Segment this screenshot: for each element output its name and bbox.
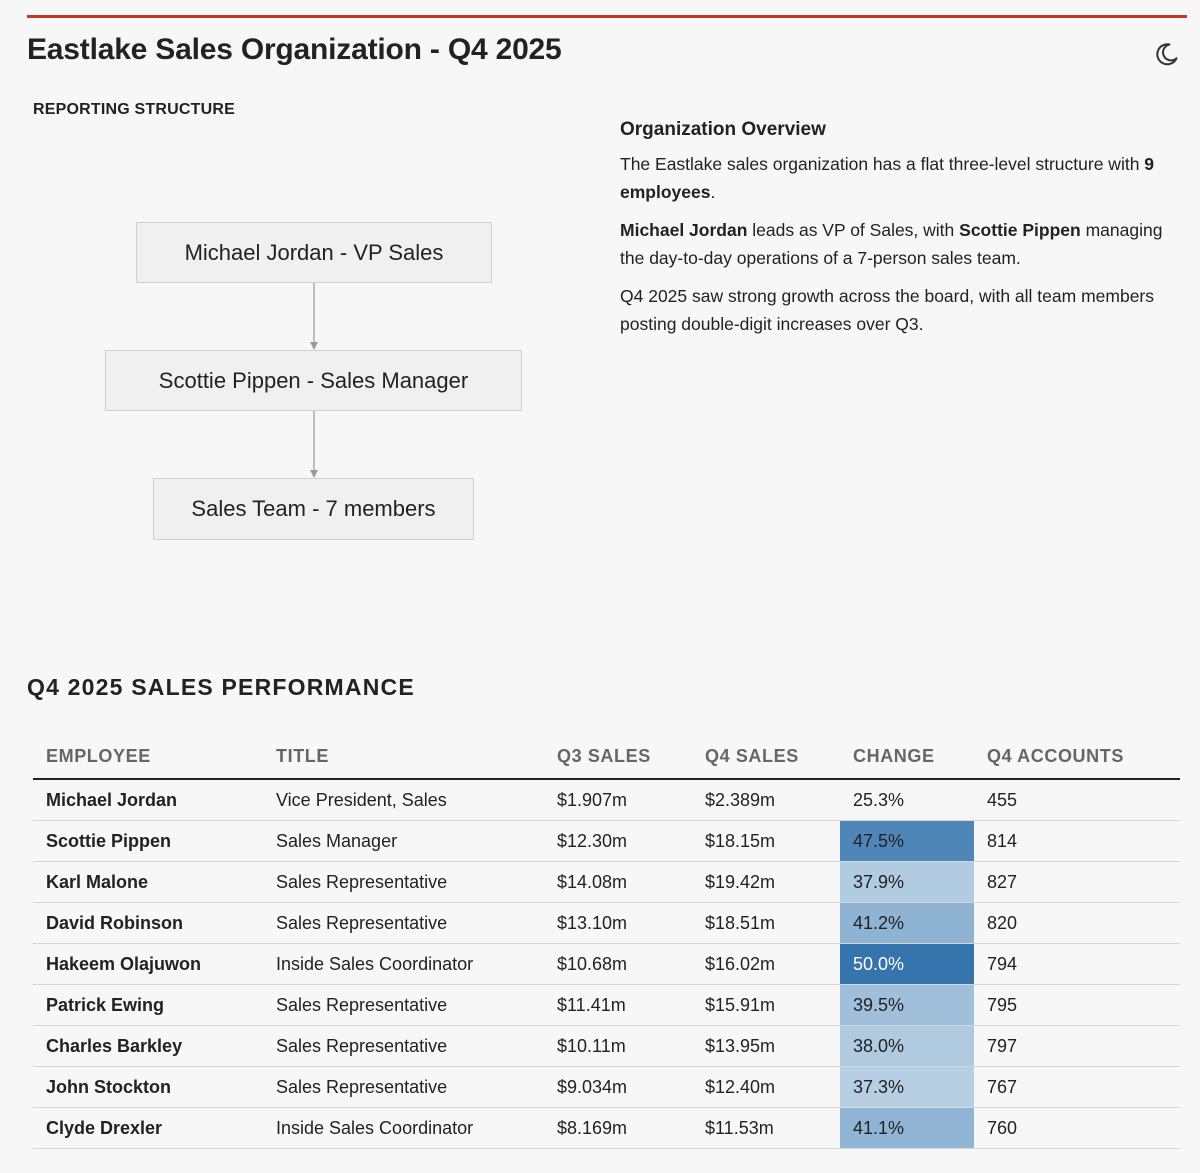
overview-paragraph-2 — [620, 216, 1180, 272]
table-row — [33, 1026, 1180, 1067]
q3-sales-cell: $12.30m — [544, 821, 692, 862]
q3-sales-cell: $14.08m — [544, 862, 692, 903]
column-header-title[interactable]: TITLE — [263, 735, 544, 779]
column-header-q4-sales[interactable]: Q4 SALES — [692, 735, 840, 779]
q3-sales-cell: $10.11m — [544, 1026, 692, 1067]
table-row — [33, 1108, 1180, 1149]
q3-sales-cell: $11.41m — [544, 985, 692, 1026]
header-rule — [27, 15, 1187, 18]
title-cell: Sales Representative — [263, 1067, 544, 1108]
title-cell: Sales Representative — [263, 862, 544, 903]
organization-overview — [620, 118, 1180, 348]
change-cell: 38.0% — [840, 1026, 974, 1067]
overview-p2-mid: leads as VP of Sales, with — [747, 220, 960, 240]
title-cell: Sales Representative — [263, 1026, 544, 1067]
theme-toggle-button[interactable] — [1153, 40, 1181, 68]
org-connector-2 — [308, 411, 320, 479]
employee-cell: Karl Malone — [33, 862, 263, 903]
q3-sales-cell: $1.907m — [544, 779, 692, 821]
q4-accounts-cell: 814 — [974, 821, 1180, 862]
table-row — [33, 903, 1180, 944]
table-header-row — [33, 735, 1180, 779]
title-cell: Inside Sales Coordinator — [263, 944, 544, 985]
change-cell: 37.9% — [840, 862, 974, 903]
table-row — [33, 985, 1180, 1026]
org-node-vp: Michael Jordan - VP Sales — [136, 222, 492, 283]
change-cell: 41.2% — [840, 903, 974, 944]
table-row — [33, 821, 1180, 862]
manager-name: Scottie Pippen — [959, 220, 1081, 240]
table-row — [33, 1067, 1180, 1108]
overview-paragraph-1 — [620, 150, 1180, 206]
q4-sales-cell: $12.40m — [692, 1067, 840, 1108]
change-cell: 41.1% — [840, 1108, 974, 1149]
q4-accounts-cell: 795 — [974, 985, 1180, 1026]
org-connector-1 — [308, 283, 320, 351]
q4-sales-cell: $18.15m — [692, 821, 840, 862]
employee-cell: Scottie Pippen — [33, 821, 263, 862]
column-header-q4-accounts[interactable]: Q4 ACCOUNTS — [974, 735, 1180, 779]
change-cell: 47.5% — [840, 821, 974, 862]
employee-count: 9 employees — [620, 154, 1155, 202]
q4-accounts-cell: 767 — [974, 1067, 1180, 1108]
q4-accounts-cell: 827 — [974, 862, 1180, 903]
column-header-employee[interactable]: EMPLOYEE — [33, 735, 263, 779]
column-header-q3-sales[interactable]: Q3 SALES — [544, 735, 692, 779]
employee-cell: Patrick Ewing — [33, 985, 263, 1026]
q4-accounts-cell: 820 — [974, 903, 1180, 944]
q4-sales-cell: $11.53m — [692, 1108, 840, 1149]
employee-cell: Michael Jordan — [33, 779, 263, 821]
performance-table — [33, 735, 1180, 1149]
column-header-change[interactable]: CHANGE — [840, 735, 974, 779]
q3-sales-cell: $9.034m — [544, 1067, 692, 1108]
q4-accounts-cell: 794 — [974, 944, 1180, 985]
q4-accounts-cell: 455 — [974, 779, 1180, 821]
reporting-structure-label: REPORTING STRUCTURE — [33, 101, 236, 118]
q4-accounts-cell: 760 — [974, 1108, 1180, 1149]
table-row — [33, 779, 1180, 821]
q3-sales-cell: $10.68m — [544, 944, 692, 985]
q4-sales-cell: $13.95m — [692, 1026, 840, 1067]
vp-name: Michael Jordan — [620, 220, 748, 240]
q4-sales-cell: $18.51m — [692, 903, 840, 944]
q4-accounts-cell: 797 — [974, 1026, 1180, 1067]
overview-p1-text: The Eastlake sales organization has a flat three-level structure with — [620, 154, 1145, 174]
title-cell: Sales Manager — [263, 821, 544, 862]
overview-title: Organization Overview — [620, 119, 826, 140]
overview-paragraph-3: Q4 2025 saw strong growth across the board, with all team members posting double-digit increases over Q3. — [620, 286, 1154, 334]
q4-sales-cell: $2.389m — [692, 779, 840, 821]
employee-cell: John Stockton — [33, 1067, 263, 1108]
employee-cell: Charles Barkley — [33, 1026, 263, 1067]
change-cell: 50.0% — [840, 944, 974, 985]
employee-cell: Clyde Drexler — [33, 1108, 263, 1149]
title-cell: Vice President, Sales — [263, 779, 544, 821]
page-title: Eastlake Sales Organization - Q4 2025 — [27, 33, 562, 66]
performance-heading: Q4 2025 SALES PERFORMANCE — [27, 674, 415, 700]
org-node-manager: Scottie Pippen - Sales Manager — [105, 350, 522, 411]
title-cell: Sales Representative — [263, 903, 544, 944]
moon-icon — [1153, 40, 1181, 68]
employee-cell: David Robinson — [33, 903, 263, 944]
title-cell: Inside Sales Coordinator — [263, 1108, 544, 1149]
title-cell: Sales Representative — [263, 985, 544, 1026]
org-node-team: Sales Team - 7 members — [153, 478, 474, 540]
q4-sales-cell: $19.42m — [692, 862, 840, 903]
overview-p2-end: managing the day-to-day operations of a 7-person sales team. — [620, 220, 1163, 268]
table-row — [33, 862, 1180, 903]
q4-sales-cell: $16.02m — [692, 944, 840, 985]
employee-cell: Hakeem Olajuwon — [33, 944, 263, 985]
q4-sales-cell: $15.91m — [692, 985, 840, 1026]
overview-p1-end: . — [710, 182, 716, 202]
q3-sales-cell: $13.10m — [544, 903, 692, 944]
change-cell: 39.5% — [840, 985, 974, 1026]
table-row — [33, 944, 1180, 985]
change-cell: 37.3% — [840, 1067, 974, 1108]
q3-sales-cell: $8.169m — [544, 1108, 692, 1149]
table-body — [33, 779, 1180, 1149]
change-cell: 25.3% — [840, 779, 974, 821]
